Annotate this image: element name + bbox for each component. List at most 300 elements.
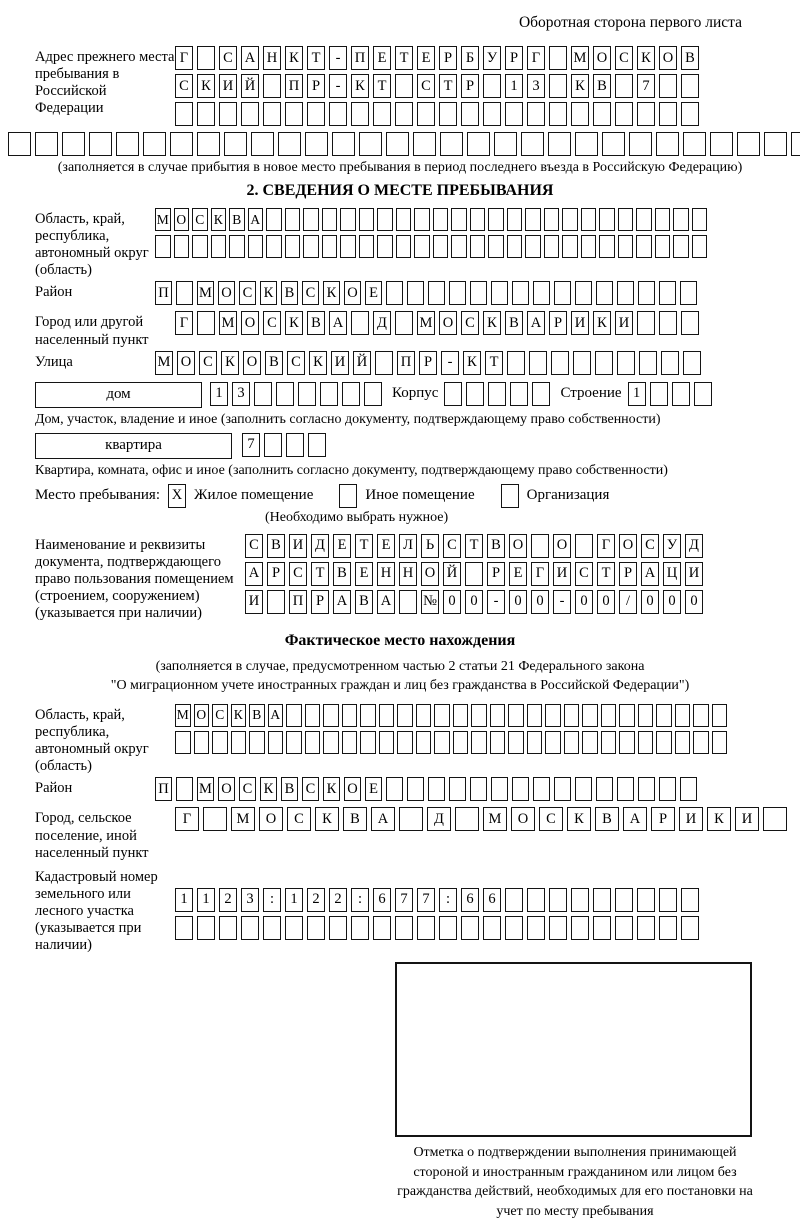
char-cell[interactable] <box>692 235 708 258</box>
char-cell[interactable] <box>62 132 85 156</box>
char-cell[interactable] <box>617 777 634 801</box>
char-cell[interactable]: Т <box>439 74 457 98</box>
char-cell[interactable] <box>659 916 677 940</box>
char-cell[interactable] <box>636 235 652 258</box>
char-cell[interactable] <box>483 74 501 98</box>
char-cell[interactable]: Е <box>355 562 373 586</box>
char-cell[interactable] <box>680 777 697 801</box>
char-cell[interactable]: 7 <box>637 74 655 98</box>
char-cell[interactable]: К <box>315 807 339 831</box>
char-cell[interactable]: Е <box>333 534 351 558</box>
char-cell[interactable] <box>320 382 338 406</box>
char-cell[interactable]: К <box>285 311 303 335</box>
char-cell[interactable] <box>466 382 484 406</box>
char-cell[interactable] <box>351 102 369 126</box>
char-cell[interactable] <box>554 777 571 801</box>
char-cell[interactable]: А <box>333 590 351 614</box>
char-cell[interactable] <box>505 102 523 126</box>
char-cell[interactable] <box>342 731 358 754</box>
char-cell[interactable]: Р <box>311 590 329 614</box>
char-cell[interactable]: М <box>197 777 214 801</box>
char-cell[interactable]: П <box>351 46 369 70</box>
char-cell[interactable] <box>601 731 617 754</box>
char-cell[interactable]: Р <box>487 562 505 586</box>
char-cell[interactable]: Г <box>175 311 193 335</box>
char-cell[interactable] <box>673 208 689 231</box>
char-cell[interactable]: И <box>685 562 703 586</box>
char-cell[interactable]: М <box>219 311 237 335</box>
char-cell[interactable] <box>564 704 580 727</box>
char-cell[interactable]: С <box>302 777 319 801</box>
char-cell[interactable] <box>527 731 543 754</box>
char-cell[interactable] <box>439 916 457 940</box>
char-cell[interactable]: 7 <box>417 888 435 912</box>
char-cell[interactable] <box>507 351 525 375</box>
char-cell[interactable] <box>532 382 550 406</box>
char-cell[interactable]: 7 <box>242 433 260 457</box>
char-cell[interactable]: С <box>199 351 217 375</box>
char-cell[interactable] <box>491 281 508 305</box>
char-cell[interactable] <box>197 916 215 940</box>
char-cell[interactable] <box>395 916 413 940</box>
char-cell[interactable]: А <box>371 807 395 831</box>
char-cell[interactable] <box>531 534 549 558</box>
char-cell[interactable]: М <box>175 704 191 727</box>
char-cell[interactable] <box>143 132 166 156</box>
char-cell[interactable]: Г <box>527 46 545 70</box>
char-cell[interactable] <box>575 534 593 558</box>
char-cell[interactable]: У <box>663 534 681 558</box>
char-cell[interactable]: Й <box>353 351 371 375</box>
char-cell[interactable]: О <box>177 351 195 375</box>
char-cell[interactable]: Д <box>311 534 329 558</box>
char-cell[interactable] <box>512 281 529 305</box>
char-cell[interactable] <box>377 235 393 258</box>
char-cell[interactable] <box>659 311 677 335</box>
char-cell[interactable]: С <box>615 46 633 70</box>
char-cell[interactable] <box>8 132 31 156</box>
char-cell[interactable] <box>35 132 58 156</box>
char-cell[interactable] <box>417 916 435 940</box>
char-cell[interactable] <box>659 777 676 801</box>
char-cell[interactable] <box>323 704 339 727</box>
char-cell[interactable] <box>329 102 347 126</box>
char-cell[interactable]: Е <box>377 534 395 558</box>
char-cell[interactable] <box>395 74 413 98</box>
char-cell[interactable] <box>637 916 655 940</box>
char-cell[interactable] <box>471 731 487 754</box>
char-cell[interactable] <box>174 235 190 258</box>
char-cell[interactable] <box>599 235 615 258</box>
char-cell[interactable]: С <box>192 208 208 231</box>
char-cell[interactable]: К <box>483 311 501 335</box>
char-cell[interactable] <box>545 731 561 754</box>
char-cell[interactable] <box>637 888 655 912</box>
char-cell[interactable] <box>417 102 435 126</box>
char-cell[interactable]: С <box>461 311 479 335</box>
char-cell[interactable] <box>434 704 450 727</box>
char-cell[interactable]: П <box>285 74 303 98</box>
char-cell[interactable] <box>416 731 432 754</box>
char-cell[interactable] <box>203 807 227 831</box>
char-cell[interactable]: И <box>615 311 633 335</box>
char-cell[interactable]: О <box>218 777 235 801</box>
stay-type-checkbox-organization[interactable] <box>501 484 519 508</box>
char-cell[interactable]: К <box>285 46 303 70</box>
char-cell[interactable]: 0 <box>443 590 461 614</box>
char-cell[interactable]: 7 <box>395 888 413 912</box>
char-cell[interactable] <box>322 208 338 231</box>
char-cell[interactable] <box>455 807 479 831</box>
char-cell[interactable] <box>564 731 580 754</box>
char-cell[interactable]: А <box>248 208 264 231</box>
char-cell[interactable]: К <box>323 777 340 801</box>
char-cell[interactable] <box>461 916 479 940</box>
char-cell[interactable] <box>465 562 483 586</box>
char-cell[interactable]: К <box>211 208 227 231</box>
char-cell[interactable] <box>364 382 382 406</box>
char-cell[interactable]: Д <box>427 807 451 831</box>
char-cell[interactable] <box>453 704 469 727</box>
char-cell[interactable] <box>386 132 409 156</box>
char-cell[interactable] <box>490 704 506 727</box>
char-cell[interactable] <box>692 208 708 231</box>
char-cell[interactable]: К <box>351 74 369 98</box>
char-cell[interactable] <box>554 281 571 305</box>
char-cell[interactable] <box>197 132 220 156</box>
char-cell[interactable] <box>433 208 449 231</box>
char-cell[interactable] <box>176 777 193 801</box>
char-cell[interactable] <box>681 74 699 98</box>
char-cell[interactable]: 1 <box>285 888 303 912</box>
char-cell[interactable]: О <box>439 311 457 335</box>
char-cell[interactable]: К <box>221 351 239 375</box>
char-cell[interactable] <box>488 208 504 231</box>
char-cell[interactable] <box>675 731 691 754</box>
char-cell[interactable] <box>512 777 529 801</box>
char-cell[interactable] <box>241 102 259 126</box>
char-cell[interactable] <box>267 590 285 614</box>
char-cell[interactable] <box>453 731 469 754</box>
char-cell[interactable]: П <box>155 281 172 305</box>
char-cell[interactable] <box>501 484 519 508</box>
char-cell[interactable]: О <box>659 46 677 70</box>
char-cell[interactable] <box>575 777 592 801</box>
char-cell[interactable] <box>323 731 339 754</box>
char-cell[interactable]: В <box>267 534 285 558</box>
stay-type-checkbox-residential[interactable] <box>168 484 186 508</box>
char-cell[interactable]: К <box>260 281 277 305</box>
char-cell[interactable] <box>527 102 545 126</box>
char-cell[interactable]: В <box>505 311 523 335</box>
char-cell[interactable] <box>470 235 486 258</box>
char-cell[interactable]: К <box>260 777 277 801</box>
char-cell[interactable] <box>470 777 487 801</box>
char-cell[interactable] <box>582 731 598 754</box>
char-cell[interactable]: В <box>595 807 619 831</box>
char-cell[interactable]: О <box>174 208 190 231</box>
char-cell[interactable]: № <box>421 590 439 614</box>
char-cell[interactable] <box>461 102 479 126</box>
char-cell[interactable] <box>582 704 598 727</box>
char-cell[interactable]: К <box>637 46 655 70</box>
char-cell[interactable] <box>596 281 613 305</box>
char-cell[interactable] <box>571 916 589 940</box>
char-cell[interactable] <box>533 777 550 801</box>
char-cell[interactable]: В <box>593 74 611 98</box>
char-cell[interactable] <box>637 311 655 335</box>
char-cell[interactable] <box>505 888 523 912</box>
char-cell[interactable] <box>659 281 676 305</box>
char-cell[interactable] <box>527 704 543 727</box>
char-cell[interactable] <box>483 916 501 940</box>
char-cell[interactable] <box>712 704 728 727</box>
char-cell[interactable] <box>286 704 302 727</box>
char-cell[interactable] <box>305 731 321 754</box>
char-cell[interactable]: М <box>571 46 589 70</box>
char-cell[interactable]: И <box>553 562 571 586</box>
char-cell[interactable] <box>224 132 247 156</box>
char-cell[interactable] <box>595 351 613 375</box>
char-cell[interactable] <box>525 208 541 231</box>
char-cell[interactable]: Г <box>175 46 193 70</box>
char-cell[interactable]: В <box>265 351 283 375</box>
char-cell[interactable]: 0 <box>641 590 659 614</box>
char-cell[interactable] <box>507 235 523 258</box>
char-cell[interactable] <box>639 351 657 375</box>
char-cell[interactable]: С <box>443 534 461 558</box>
char-cell[interactable] <box>549 916 567 940</box>
char-cell[interactable] <box>444 382 462 406</box>
char-cell[interactable] <box>494 132 517 156</box>
char-cell[interactable]: В <box>249 704 265 727</box>
char-cell[interactable]: К <box>707 807 731 831</box>
char-cell[interactable] <box>155 235 171 258</box>
char-cell[interactable] <box>619 731 635 754</box>
char-cell[interactable] <box>231 731 247 754</box>
char-cell[interactable] <box>322 235 338 258</box>
char-cell[interactable] <box>379 704 395 727</box>
char-cell[interactable] <box>544 235 560 258</box>
char-cell[interactable]: И <box>679 807 703 831</box>
char-cell[interactable]: 0 <box>597 590 615 614</box>
char-cell[interactable]: - <box>553 590 571 614</box>
char-cell[interactable] <box>397 731 413 754</box>
char-cell[interactable]: С <box>219 46 237 70</box>
char-cell[interactable] <box>307 916 325 940</box>
char-cell[interactable]: 2 <box>219 888 237 912</box>
char-cell[interactable]: П <box>155 777 172 801</box>
char-cell[interactable] <box>266 235 282 258</box>
char-cell[interactable] <box>593 916 611 940</box>
char-cell[interactable] <box>656 132 679 156</box>
char-cell[interactable]: М <box>231 807 255 831</box>
char-cell[interactable]: К <box>463 351 481 375</box>
char-cell[interactable] <box>681 888 699 912</box>
char-cell[interactable]: - <box>487 590 505 614</box>
char-cell[interactable] <box>379 731 395 754</box>
char-cell[interactable] <box>285 102 303 126</box>
char-cell[interactable] <box>305 704 321 727</box>
char-cell[interactable]: В <box>487 534 505 558</box>
char-cell[interactable] <box>451 235 467 258</box>
char-cell[interactable]: 0 <box>575 590 593 614</box>
char-cell[interactable] <box>508 731 524 754</box>
char-cell[interactable] <box>285 916 303 940</box>
char-cell[interactable] <box>197 46 215 70</box>
char-cell[interactable] <box>619 704 635 727</box>
char-cell[interactable]: В <box>343 807 367 831</box>
char-cell[interactable] <box>396 208 412 231</box>
char-cell[interactable]: А <box>241 46 259 70</box>
char-cell[interactable] <box>680 281 697 305</box>
char-cell[interactable] <box>399 807 423 831</box>
char-cell[interactable] <box>268 731 284 754</box>
char-cell[interactable]: О <box>421 562 439 586</box>
char-cell[interactable] <box>549 46 567 70</box>
char-cell[interactable] <box>176 281 193 305</box>
char-cell[interactable]: М <box>417 311 435 335</box>
char-cell[interactable] <box>549 74 567 98</box>
char-cell[interactable] <box>434 731 450 754</box>
char-cell[interactable]: И <box>219 74 237 98</box>
char-cell[interactable]: К <box>571 74 589 98</box>
char-cell[interactable]: С <box>239 281 256 305</box>
char-cell[interactable]: С <box>539 807 563 831</box>
char-cell[interactable]: 0 <box>465 590 483 614</box>
char-cell[interactable] <box>332 132 355 156</box>
char-cell[interactable] <box>562 208 578 231</box>
char-cell[interactable] <box>89 132 112 156</box>
char-cell[interactable] <box>298 382 316 406</box>
char-cell[interactable]: В <box>281 777 298 801</box>
char-cell[interactable] <box>533 281 550 305</box>
char-cell[interactable]: Т <box>485 351 503 375</box>
char-cell[interactable] <box>693 731 709 754</box>
char-cell[interactable] <box>599 208 615 231</box>
char-cell[interactable]: М <box>155 208 171 231</box>
char-cell[interactable]: Р <box>549 311 567 335</box>
char-cell[interactable]: / <box>619 590 637 614</box>
char-cell[interactable] <box>510 382 528 406</box>
char-cell[interactable] <box>359 208 375 231</box>
char-cell[interactable]: : <box>263 888 281 912</box>
char-cell[interactable] <box>737 132 760 156</box>
char-cell[interactable] <box>581 235 597 258</box>
char-cell[interactable]: О <box>218 281 235 305</box>
char-cell[interactable] <box>197 311 215 335</box>
char-cell[interactable]: А <box>245 562 263 586</box>
char-cell[interactable] <box>638 777 655 801</box>
char-cell[interactable]: Е <box>417 46 435 70</box>
char-cell[interactable] <box>375 351 393 375</box>
char-cell[interactable]: 1 <box>210 382 228 406</box>
char-cell[interactable] <box>397 704 413 727</box>
char-cell[interactable] <box>470 208 486 231</box>
char-cell[interactable]: С <box>641 534 659 558</box>
char-cell[interactable] <box>285 208 301 231</box>
char-cell[interactable] <box>694 382 712 406</box>
char-cell[interactable]: Б <box>461 46 479 70</box>
char-cell[interactable]: 6 <box>483 888 501 912</box>
char-cell[interactable]: О <box>259 807 283 831</box>
char-cell[interactable] <box>763 807 787 831</box>
char-cell[interactable]: Е <box>373 46 391 70</box>
char-cell[interactable] <box>212 731 228 754</box>
char-cell[interactable]: П <box>289 590 307 614</box>
char-cell[interactable]: О <box>344 281 361 305</box>
char-cell[interactable] <box>170 132 193 156</box>
char-cell[interactable] <box>491 777 508 801</box>
char-cell[interactable] <box>791 132 800 156</box>
char-cell[interactable] <box>659 102 677 126</box>
char-cell[interactable]: А <box>527 311 545 335</box>
char-cell[interactable] <box>593 102 611 126</box>
char-cell[interactable]: Т <box>311 562 329 586</box>
char-cell[interactable]: О <box>194 704 210 727</box>
char-cell[interactable] <box>683 351 701 375</box>
char-cell[interactable] <box>339 484 357 508</box>
char-cell[interactable] <box>377 208 393 231</box>
char-cell[interactable] <box>395 311 413 335</box>
char-cell[interactable]: 6 <box>373 888 391 912</box>
char-cell[interactable]: О <box>344 777 361 801</box>
char-cell[interactable]: О <box>553 534 571 558</box>
char-cell[interactable]: Р <box>619 562 637 586</box>
char-cell[interactable]: 3 <box>241 888 259 912</box>
char-cell[interactable]: Л <box>399 534 417 558</box>
char-cell[interactable] <box>359 132 382 156</box>
char-cell[interactable] <box>571 102 589 126</box>
char-cell[interactable] <box>548 132 571 156</box>
char-cell[interactable]: К <box>309 351 327 375</box>
char-cell[interactable]: - <box>329 46 347 70</box>
char-cell[interactable]: А <box>641 562 659 586</box>
char-cell[interactable]: : <box>439 888 457 912</box>
char-cell[interactable] <box>360 731 376 754</box>
char-cell[interactable] <box>525 235 541 258</box>
char-cell[interactable] <box>551 351 569 375</box>
char-cell[interactable] <box>263 102 281 126</box>
char-cell[interactable]: Т <box>597 562 615 586</box>
char-cell[interactable] <box>636 208 652 231</box>
char-cell[interactable]: 1 <box>505 74 523 98</box>
char-cell[interactable] <box>211 235 227 258</box>
char-cell[interactable] <box>617 281 634 305</box>
char-cell[interactable] <box>764 132 787 156</box>
char-cell[interactable]: Т <box>373 74 391 98</box>
char-cell[interactable] <box>629 132 652 156</box>
char-cell[interactable]: И <box>571 311 589 335</box>
char-cell[interactable]: - <box>441 351 459 375</box>
char-cell[interactable] <box>251 132 274 156</box>
char-cell[interactable]: Г <box>175 807 199 831</box>
char-cell[interactable] <box>175 916 193 940</box>
char-cell[interactable]: К <box>567 807 591 831</box>
char-cell[interactable]: 1 <box>628 382 646 406</box>
char-cell[interactable]: С <box>417 74 435 98</box>
char-cell[interactable]: Й <box>241 74 259 98</box>
char-cell[interactable] <box>659 888 677 912</box>
char-cell[interactable] <box>712 731 728 754</box>
char-cell[interactable]: 0 <box>531 590 549 614</box>
char-cell[interactable]: С <box>287 351 305 375</box>
char-cell[interactable] <box>175 731 191 754</box>
char-cell[interactable]: В <box>355 590 373 614</box>
char-cell[interactable]: О <box>593 46 611 70</box>
char-cell[interactable]: Д <box>685 534 703 558</box>
char-cell[interactable] <box>229 235 245 258</box>
